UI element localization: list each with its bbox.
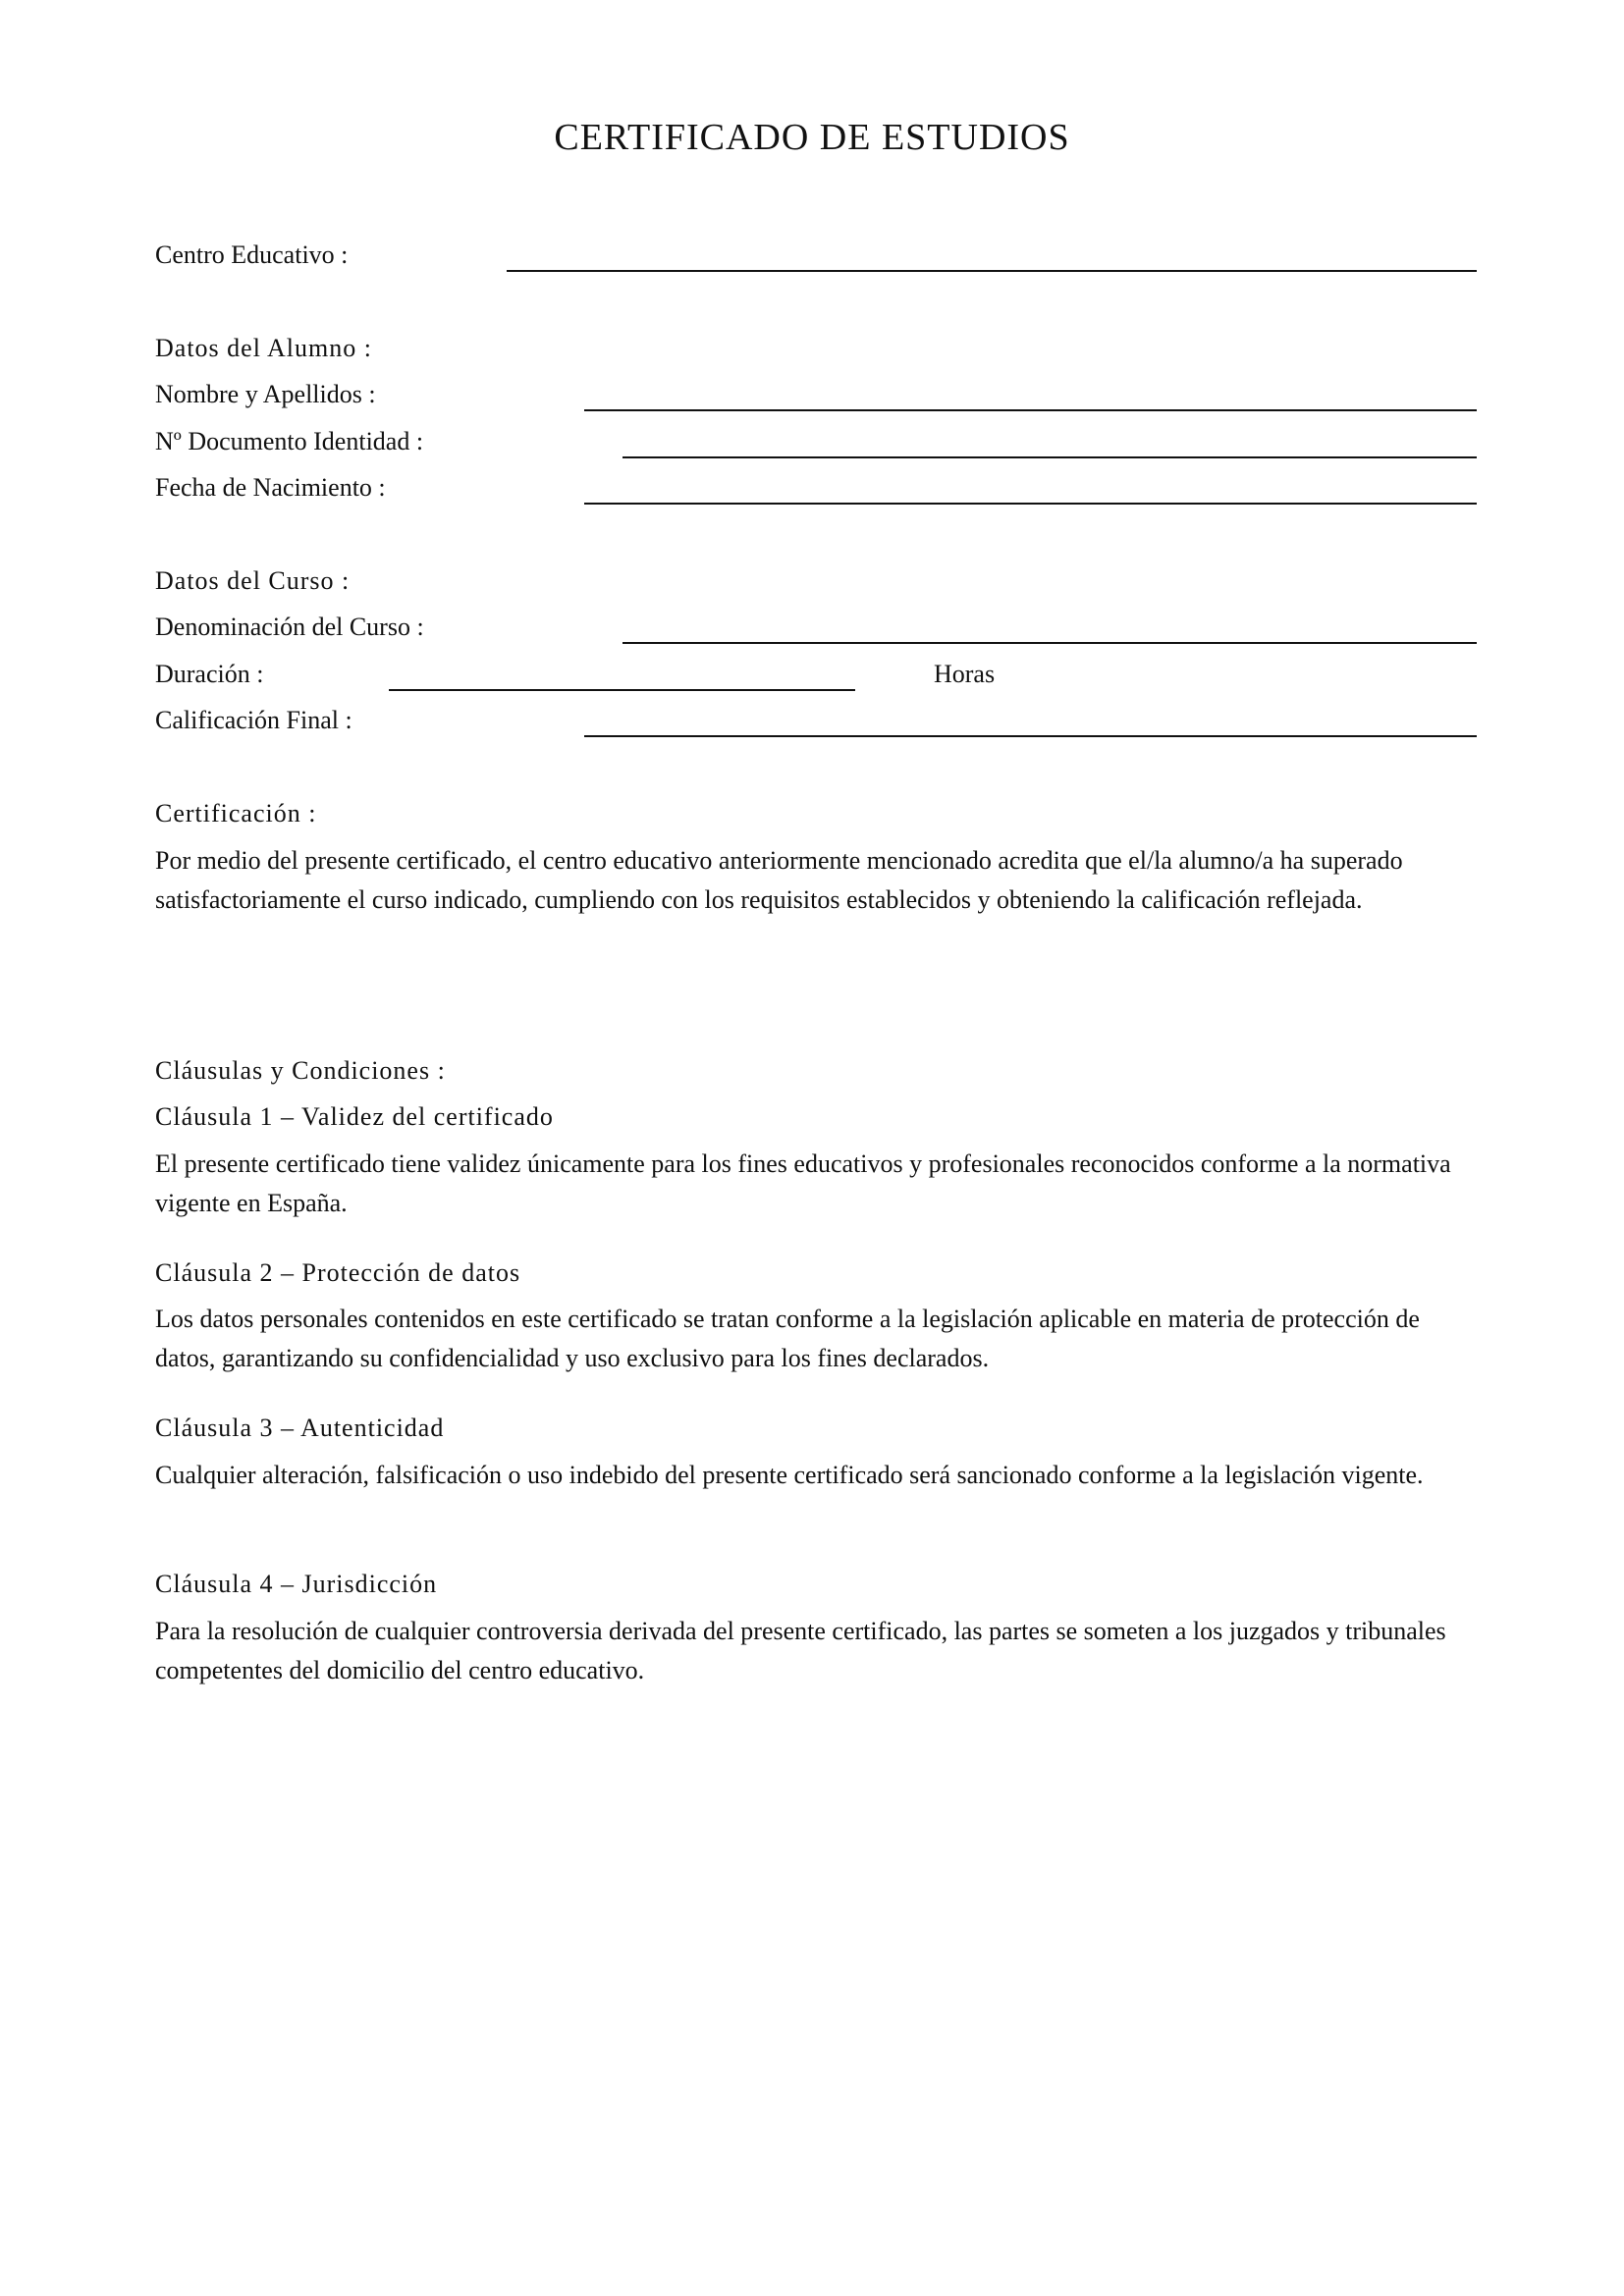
nombre-apellidos-field[interactable]	[584, 409, 1477, 411]
clausulas-heading: Cláusulas y Condiciones :	[155, 1056, 446, 1085]
document-title: CERTIFICADO DE ESTUDIOS	[554, 117, 1070, 158]
clausula-2-title: Cláusula 2 – Protección de datos	[155, 1258, 521, 1287]
centro-educativo-field[interactable]	[507, 270, 1477, 272]
clausula-4-title: Cláusula 4 – Jurisdicción	[155, 1570, 438, 1598]
clausula-4-text: Para la resolución de cualquier controversia derivada del presente certificado, las partes se someten a los juzgados y tribunales competentes del domicilio del centro educativo.	[155, 1617, 1446, 1684]
documento-identidad-label: Nº Documento Identidad :	[155, 427, 424, 455]
clausula-2-text: Los datos personales contenidos en este certificado se tratan conforme a la legislación aplicable en materia de protección de datos, garantizando su confidencialidad y uso exclusivo para los fines declarados.	[155, 1305, 1420, 1372]
clausula-3-title: Cláusula 3 – Autenticidad	[155, 1414, 445, 1442]
documento-identidad-field[interactable]	[623, 456, 1477, 458]
clausula-3-text: Cualquier alteración, falsificación o uso indebido del presente certificado será sancionado conforme a la legislación vigente.	[155, 1461, 1424, 1489]
fecha-nacimiento-field[interactable]	[584, 503, 1477, 505]
calificacion-final-field[interactable]	[584, 735, 1477, 737]
duracion-field[interactable]	[389, 689, 855, 691]
denominacion-curso-field[interactable]	[623, 642, 1477, 644]
calificacion-final-label: Calificación Final :	[155, 706, 352, 734]
duracion-label: Duración :	[155, 660, 264, 688]
certificacion-text: Por medio del presente certificado, el centro educativo anteriormente mencionado acredita que el/la alumno/a ha superado satisfactoriamente el curso indicado, cumpliendo con los requisitos establecidos y obteniendo la calificación reflejada.	[155, 846, 1403, 914]
curso-section-heading: Datos del Curso :	[155, 566, 351, 595]
certificacion-heading: Certificación :	[155, 799, 317, 828]
alumno-section-heading: Datos del Alumno :	[155, 334, 372, 362]
centro-educativo-label: Centro Educativo :	[155, 240, 349, 269]
denominacion-curso-label: Denominación del Curso :	[155, 613, 424, 641]
horas-label: Horas	[934, 660, 996, 688]
nombre-apellidos-label: Nombre y Apellidos :	[155, 380, 376, 408]
fecha-nacimiento-label: Fecha de Nacimiento :	[155, 473, 386, 502]
clausula-1-text: El presente certificado tiene validez únicamente para los fines educativos y profesionales reconocidos conforme a la normativa vigente en España.	[155, 1149, 1451, 1217]
clausula-1-title: Cláusula 1 – Validez del certificado	[155, 1102, 554, 1131]
